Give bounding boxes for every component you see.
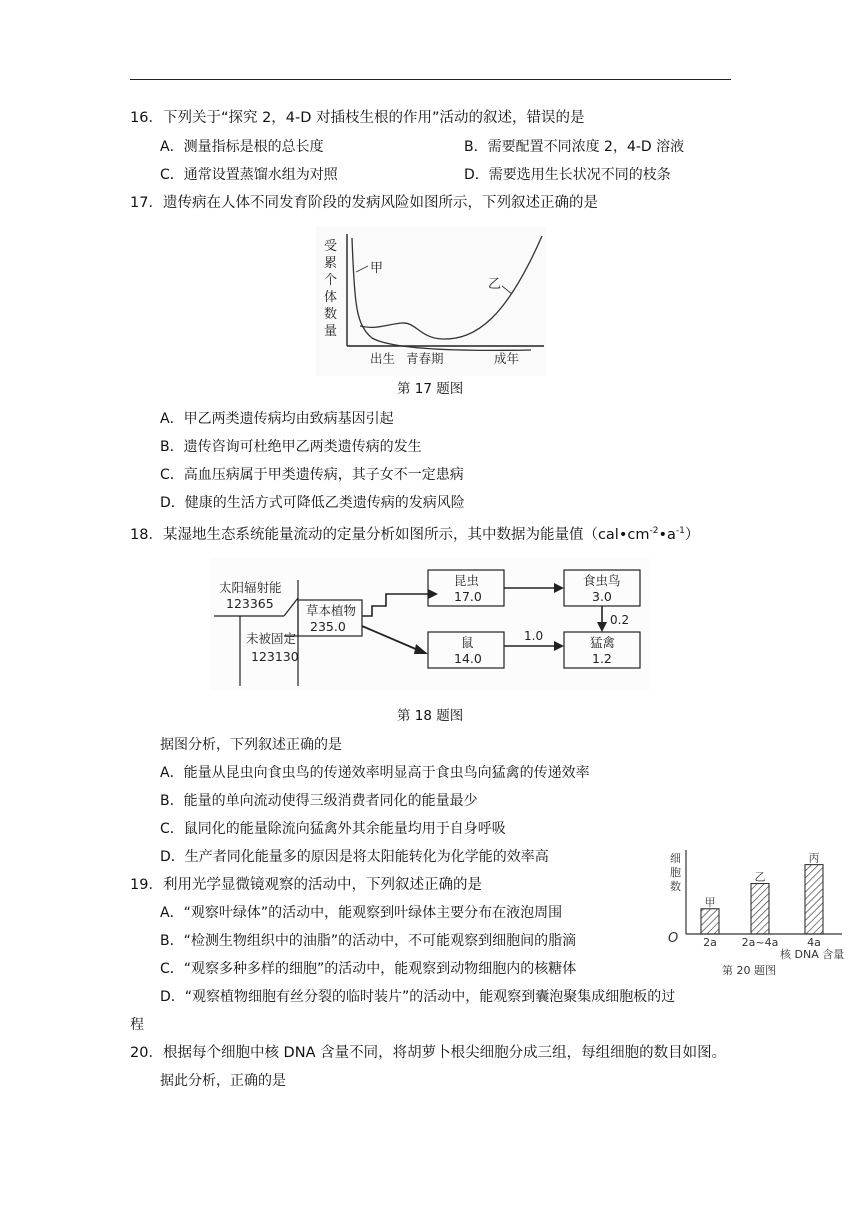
q18-producer-label: 草本植物 — [306, 603, 357, 618]
q20-caption: 第 20 题图 — [722, 964, 776, 977]
q17-option-d: D．健康的生活方式可降低乙类遗传病的发病风险 — [160, 495, 465, 511]
q18-caption: 第 18 题图 — [397, 708, 464, 724]
q18-sun-value: 123365 — [226, 596, 274, 611]
q18-mouse-value: 14.0 — [454, 651, 482, 666]
q20-bar-label-0: 甲 — [704, 895, 716, 909]
q18-unit-sup1: -2 — [649, 526, 659, 536]
q18-intro: 据图分析，下列叙述正确的是 — [160, 737, 342, 753]
q18-unit-end: ） — [684, 526, 700, 543]
q17-ylabel-5: 量 — [324, 324, 338, 339]
q17-option-b: B．遗传咨询可杜绝甲乙两类遗传病的发生 — [160, 439, 422, 455]
q19-option-b: B．“检测生物组织中的油脂”的活动中，不可能观察到细胞间的脂滴 — [160, 933, 577, 949]
q18-insect-label: 昆虫 — [454, 573, 480, 588]
q17-label-jia: 甲 — [370, 261, 384, 276]
q20-bar-label-1: 乙 — [754, 870, 766, 884]
q16-option-b: B．需要配置不同浓度 2，4-D 溶液 — [464, 139, 685, 155]
q17-ylabel-4: 数 — [324, 307, 338, 322]
q18-producer-value: 235.0 — [310, 619, 346, 634]
q18-unfixed-label: 未被固定 — [246, 631, 297, 646]
q20-bar-2 — [805, 865, 823, 934]
q18-stem — [130, 522, 699, 544]
q18-unit-sup2: -1 — [675, 526, 685, 536]
q20-xtick-1: 2a~4a — [741, 936, 779, 949]
q18-bird-value: 3.0 — [592, 589, 612, 604]
q16-option-d: D．需要选用生长状况不同的枝条 — [464, 167, 671, 183]
q18-unfixed-value: 123130 — [251, 649, 299, 664]
q17-option-a: A．甲乙两类遗传病均由致病基因引起 — [160, 411, 394, 427]
q18-option-c: C．鼠同化的能量除流向猛禽外其余能量均用于自身呼吸 — [160, 821, 506, 837]
q20-ylabel-2: 数 — [670, 880, 681, 893]
q17-ylabel-2: 个 — [324, 273, 338, 288]
q19-option-d-line2: 程 — [130, 1017, 144, 1033]
q18-option-b: B．能量的单向流动使得三级消费者同化的能量最少 — [160, 793, 478, 809]
q18-flow-mouse-raptor: 1.0 — [524, 629, 544, 643]
q18-raptor-value: 1.2 — [592, 651, 612, 666]
q18-raptor-label: 猛禽 — [590, 635, 616, 650]
q18-insect-value: 17.0 — [454, 589, 482, 604]
q18-flow-bird-raptor: 0.2 — [610, 613, 630, 627]
q18-bird-label: 食虫鸟 — [583, 573, 621, 588]
q19-option-d-line1: D．“观察植物细胞有丝分裂的临时装片”的活动中，能观察到囊泡聚集成细胞板的过 — [160, 989, 676, 1005]
q17-ylabel-0: 受 — [324, 239, 338, 254]
q18-sun-label: 太阳辐射能 — [219, 580, 282, 595]
q20-bar-label-2: 丙 — [808, 851, 820, 865]
q16-option-a: A．测量指标是根的总长度 — [160, 139, 324, 155]
q20-ylabel-0: 细 — [670, 852, 681, 865]
q18-figure — [210, 558, 650, 690]
q19-stem: 19．利用光学显微镜观察的活动中，下列叙述正确的是 — [130, 877, 482, 893]
q20-ylabel-1: 胞 — [670, 866, 681, 879]
q17-option-c: C．高血压病属于甲类遗传病，其子女不一定患病 — [160, 467, 464, 483]
q17-xtick-adult: 成年 — [494, 351, 520, 366]
q16-option-c: C．通常设置蒸馏水组为对照 — [160, 167, 338, 183]
q17-xtick-birth: 出生 — [370, 351, 396, 366]
q20-bar-1 — [751, 884, 769, 934]
q20-xtick-2: 4a — [807, 936, 821, 949]
q16-stem: 16．下列关于“探究 2，4-D 对插枝生根的作用”活动的叙述，错误的是 — [130, 110, 585, 126]
q18-option-d: D．生产者同化能量多的原因是将太阳能转化为化学能的效率高 — [160, 849, 549, 865]
q18-mouse-label: 鼠 — [461, 635, 474, 650]
q20-bar-0 — [701, 909, 719, 934]
q18-unit-mid: •a — [658, 526, 676, 543]
q17-xtick-puberty: 青春期 — [406, 351, 444, 366]
q17-ylabel-3: 体 — [324, 290, 338, 305]
q19-option-c: C．“观察多种多样的细胞”的活动中，能观察到动物细胞内的核糖体 — [160, 961, 577, 977]
q17-ylabel-1: 累 — [324, 256, 338, 271]
q19-option-a: A．“观察叶绿体”的活动中，能观察到叶绿体主要分布在液泡周围 — [160, 905, 563, 921]
q20-stem-line1: 20．根据每个细胞中核 DNA 含量不同，将胡萝卜根尖细胞分成三组，每组细胞的数目如图。 — [130, 1045, 727, 1061]
q20-xtick-0: 2a — [703, 936, 717, 949]
q18-stem-text: 18．某湿地生态系统能量流动的定量分析如图所示，其中数据为能量值（cal•cm — [130, 526, 650, 543]
q20-chart — [662, 844, 848, 980]
q20-origin: O — [668, 931, 679, 946]
header-rule — [130, 79, 731, 80]
q20-xlabel: 核 DNA 含量 — [780, 948, 845, 961]
q18-option-a: A．能量从昆虫向食虫鸟的传递效率明显高于食虫鸟向猛禽的传递效率 — [160, 765, 590, 781]
q20-stem-line2: 据此分析，正确的是 — [160, 1073, 286, 1089]
q17-figure — [316, 226, 546, 376]
q17-label-yi: 乙 — [488, 277, 502, 292]
q17-stem: 17．遗传病在人体不同发育阶段的发病风险如图所示，下列叙述正确的是 — [130, 195, 598, 211]
q17-caption: 第 17 题图 — [397, 381, 464, 397]
